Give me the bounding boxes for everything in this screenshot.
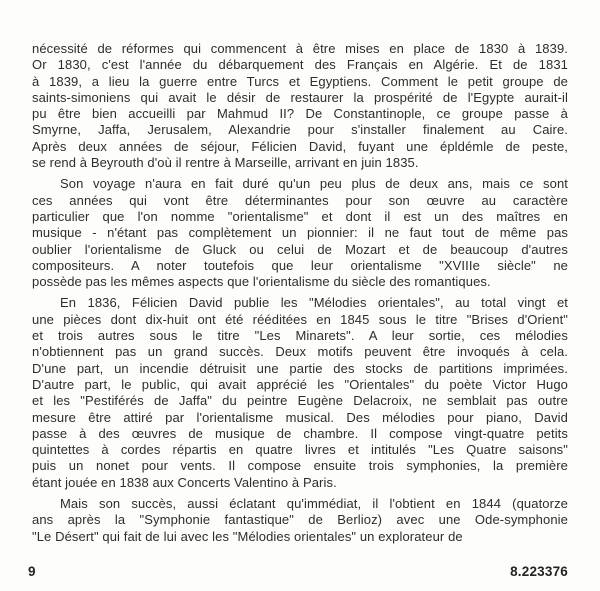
text-line: et trois autres sous le titre "Les Minarets". A leur sortie, ces mélodies [32, 328, 568, 344]
text-line: et les "Pestiférés de Jaffa" du peintre Eugène Delacroix, ne semblait pas outre [32, 393, 568, 409]
text-line: particulier que l'on nomme "orientalisme" et dont il est un des maîtres en [32, 208, 568, 224]
text-line: n'obtiennent pas un grand succès. Deux motifs peuvent être invoqués à cela. [32, 344, 568, 360]
text-line: mesure être attiré par l'orientalisme musical. Des mélodies pour piano, David [32, 409, 568, 425]
text-line: musique - n'étant pas complètement un pionnier: il ne faut tout de même pas [32, 225, 568, 241]
footer [28, 564, 568, 579]
text-line: à 1839, a lieu la guerre entre Turcs et Egyptiens. Comment le petit groupe de [32, 73, 568, 89]
text-line: "Le Désert" qui fait de lui avec les "Mélodies orientales" un explorateur de [32, 528, 463, 544]
paragraph [32, 496, 568, 545]
text-line: Smyrne, Jaffa, Jerusalem, Alexandrie pour s'installer finalement au Caire. [32, 122, 568, 138]
text-line: ces années qui vont être déterminantes pour son œuvre au caractère [32, 192, 568, 208]
body-text [32, 41, 568, 550]
text-line: oublier l'orientalisme de Gluck ou celui de Mozart et de beaucoup d'autres [32, 241, 568, 257]
text-line: nécessité de réformes qui commencent à être mises en place de 1830 à 1839. [32, 41, 568, 56]
text-line: compositeurs. A noter toutefois que leur orientalisme "XVIIIe siècle" ne [32, 257, 568, 273]
text-line: étant jouée en 1838 aux Concerts Valentino à Paris. [32, 474, 337, 490]
paragraph [32, 295, 568, 491]
text-line: passe à des œuvres de musique de chambre. Il compose vingt-quatre petits [32, 425, 568, 441]
catalog-number: 8.223376 [510, 564, 568, 579]
text-line: une pièces dont dix-huit ont été rééditées en 1845 sous le titre "Brises d'Orient" [32, 311, 568, 327]
page-number: 9 [28, 564, 36, 579]
text-line: D'une part, un incendie détruisit une partie des stocks de partitions imprimées. [32, 360, 568, 376]
text-line: possède pas les mêmes aspects que l'orientalisme du siècle des romantiques. [32, 274, 491, 290]
text-line: Or 1830, c'est l'année du débarquement des Français en Algérie. Et de 1831 [32, 57, 568, 73]
text-line: ans après la "Symphonie fantastique" de Berlioz) avec une Ode-symphonie [32, 512, 568, 528]
text-line: saints-simoniens qui avait le désir de restaurer la prospérité de l'Egypte aurait-il [32, 89, 568, 105]
text-line: Mais son succès, aussi éclatant qu'immédiat, il l'obtient en 1844 (quatorze [60, 496, 568, 512]
text-line: pu être bien accueilli par Mahmud II? De Constantinople, ce groupe passe à [32, 106, 568, 122]
text-line: Son voyage n'aura en fait duré qu'un peu plus de deux ans, mais ce sont [60, 176, 568, 192]
text-line: D'autre part, le public, qui avait apprécié les "Orientales" du poète Victor Hugo [32, 376, 568, 392]
paragraph [32, 176, 568, 290]
text-line: se rend à Beyrouth d'où il rentre à Marseille, arrivant en juin 1835. [32, 155, 419, 171]
text-line: En 1836, Félicien David publie les "Mélodies orientales", au total vingt et [60, 295, 568, 311]
text-line: Après deux années de séjour, Félicien David, fuyant une épldémle de peste, [32, 138, 568, 154]
text-line: quintettes à cordes répartis en quatre livres et intitulés "Les Quatre saisons" [32, 442, 568, 458]
paragraph [32, 41, 568, 171]
text-line: puis un nonet pour vents. Il compose ensuite trois symphonies, la première [32, 458, 568, 474]
